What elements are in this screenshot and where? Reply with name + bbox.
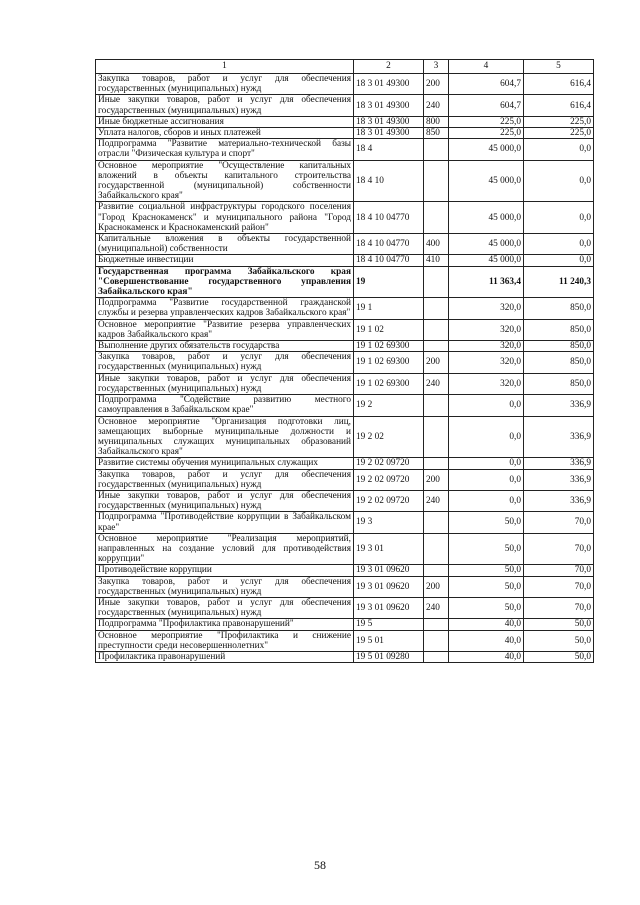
row-value-col4: 50,0 bbox=[449, 512, 524, 533]
row-vr bbox=[424, 651, 449, 662]
row-value-col5: 225,0 bbox=[524, 128, 594, 139]
table-row bbox=[96, 234, 594, 255]
row-name: Подпрограмма "Развитие государственной гражданской службы и резерва управленческих кадров Забайкальского края" bbox=[96, 298, 354, 319]
row-value-col4: 320,0 bbox=[449, 319, 524, 340]
row-value-col5: 336,9 bbox=[524, 416, 594, 458]
row-value-col4: 40,0 bbox=[449, 630, 524, 651]
table-row bbox=[96, 95, 594, 116]
row-value-col5: 225,0 bbox=[524, 116, 594, 127]
row-name: Основное мероприятие "Реализация мероприятий, направленных на создание условий для противодействия коррупции" bbox=[96, 533, 354, 565]
row-value-col4: 45 000,0 bbox=[449, 202, 524, 234]
row-code: 18 4 bbox=[354, 139, 424, 160]
row-name: Развитие социальной инфраструктуры городского поселения "Город Краснокаменск" и муниципального района "Город Краснокаменск и Краснокаменский район" bbox=[96, 202, 354, 234]
page-number: 58 bbox=[314, 858, 326, 872]
row-vr: 200 bbox=[424, 469, 449, 490]
row-code: 19 5 01 09280 bbox=[354, 651, 424, 662]
row-value-col4: 604,7 bbox=[449, 74, 524, 95]
row-vr bbox=[424, 416, 449, 458]
header-col-4: 4 bbox=[449, 60, 524, 74]
row-value-col4: 45 000,0 bbox=[449, 234, 524, 255]
row-name: Закупка товаров, работ и услуг для обеспечения государственных (муниципальных) нужд bbox=[96, 576, 354, 597]
table-row bbox=[96, 341, 594, 352]
row-value-col5: 70,0 bbox=[524, 565, 594, 576]
row-code: 19 3 01 09620 bbox=[354, 597, 424, 618]
row-code: 19 2 bbox=[354, 395, 424, 416]
row-name: Государственная программа Забайкальского края "Совершенствование государственного управления Забайкальского края" bbox=[96, 266, 354, 298]
row-value-col5: 0,0 bbox=[524, 160, 594, 202]
row-name: Подпрограмма "Профилактика правонарушений" bbox=[96, 619, 354, 630]
row-code: 18 4 10 04770 bbox=[354, 202, 424, 234]
row-name: Иные закупки товаров, работ и услуг для обеспечения государственных (муниципальных) нужд bbox=[96, 373, 354, 394]
row-name: Иные закупки товаров, работ и услуг для обеспечения государственных (муниципальных) нужд bbox=[96, 490, 354, 511]
row-value-col4: 45 000,0 bbox=[449, 139, 524, 160]
table-row bbox=[96, 512, 594, 533]
header-col-1: 1 bbox=[96, 60, 354, 74]
row-value-col4: 320,0 bbox=[449, 298, 524, 319]
row-name: Иные закупки товаров, работ и услуг для обеспечения государственных (муниципальных) нужд bbox=[96, 597, 354, 618]
header-col-2: 2 bbox=[354, 60, 424, 74]
row-name: Основное мероприятие "Организация подготовки лиц, замещающих выборные муниципальные должности и муниципальных служащих муниципальных образований Забайкальского края" bbox=[96, 416, 354, 458]
table-row bbox=[96, 619, 594, 630]
header-col-3: 3 bbox=[424, 60, 449, 74]
row-vr bbox=[424, 395, 449, 416]
row-name: Подпрограмма "Содействие развитию местного самоуправления в Забайкальском крае" bbox=[96, 395, 354, 416]
table-row bbox=[96, 651, 594, 662]
row-value-col5: 50,0 bbox=[524, 619, 594, 630]
row-code: 18 3 01 49300 bbox=[354, 116, 424, 127]
row-value-col5: 0,0 bbox=[524, 202, 594, 234]
row-code: 19 3 01 bbox=[354, 533, 424, 565]
row-value-col4: 0,0 bbox=[449, 395, 524, 416]
row-name: Развитие системы обучения муниципальных служащих bbox=[96, 458, 354, 469]
row-value-col5: 70,0 bbox=[524, 576, 594, 597]
row-vr: 240 bbox=[424, 95, 449, 116]
row-value-col4: 11 363,4 bbox=[449, 266, 524, 298]
row-name: Закупка товаров, работ и услуг для обеспечения государственных (муниципальных) нужд bbox=[96, 469, 354, 490]
row-vr bbox=[424, 160, 449, 202]
row-value-col4: 45 000,0 bbox=[449, 255, 524, 266]
row-vr bbox=[424, 298, 449, 319]
row-code: 19 1 02 69300 bbox=[354, 341, 424, 352]
table-row bbox=[96, 255, 594, 266]
row-value-col4: 0,0 bbox=[449, 458, 524, 469]
row-name: Закупка товаров, работ и услуг для обеспечения государственных (муниципальных) нужд bbox=[96, 74, 354, 95]
budget-table bbox=[95, 59, 594, 663]
row-vr bbox=[424, 630, 449, 651]
row-vr: 400 bbox=[424, 234, 449, 255]
table-row bbox=[96, 373, 594, 394]
table-row bbox=[96, 139, 594, 160]
row-name: Профилактика правонарушений bbox=[96, 651, 354, 662]
row-value-col5: 616,4 bbox=[524, 74, 594, 95]
row-code: 18 4 10 bbox=[354, 160, 424, 202]
row-vr: 200 bbox=[424, 74, 449, 95]
table-row bbox=[96, 202, 594, 234]
row-value-col4: 50,0 bbox=[449, 597, 524, 618]
row-value-col5: 336,9 bbox=[524, 458, 594, 469]
row-vr bbox=[424, 319, 449, 340]
row-value-col5: 850,0 bbox=[524, 373, 594, 394]
row-code: 18 3 01 49300 bbox=[354, 74, 424, 95]
row-name: Основное мероприятие "Осуществление капитальных вложений в объекты капитального строительства государственной (муниципальной) собственности Забайкальского края" bbox=[96, 160, 354, 202]
row-value-col5: 616,4 bbox=[524, 95, 594, 116]
table-row bbox=[96, 630, 594, 651]
row-code: 18 4 10 04770 bbox=[354, 255, 424, 266]
row-value-col4: 225,0 bbox=[449, 128, 524, 139]
row-vr: 200 bbox=[424, 352, 449, 373]
row-name: Основное мероприятие "Развитие резерва управленческих кадров Забайкальского края" bbox=[96, 319, 354, 340]
row-value-col5: 0,0 bbox=[524, 255, 594, 266]
row-code: 19 5 bbox=[354, 619, 424, 630]
row-value-col5: 50,0 bbox=[524, 630, 594, 651]
row-name: Иные закупки товаров, работ и услуг для обеспечения государственных (муниципальных) нужд bbox=[96, 95, 354, 116]
row-vr bbox=[424, 202, 449, 234]
row-code: 18 3 01 49300 bbox=[354, 128, 424, 139]
row-name: Подпрограмма "Противодействие коррупции в Забайкальском крае" bbox=[96, 512, 354, 533]
table-row bbox=[96, 597, 594, 618]
row-code: 19 1 bbox=[354, 298, 424, 319]
row-name: Противодействие коррупции bbox=[96, 565, 354, 576]
row-code: 19 3 bbox=[354, 512, 424, 533]
row-vr bbox=[424, 266, 449, 298]
row-value-col5: 70,0 bbox=[524, 533, 594, 565]
row-value-col4: 320,0 bbox=[449, 341, 524, 352]
table-header-row bbox=[96, 60, 594, 74]
row-vr: 850 bbox=[424, 128, 449, 139]
table-row bbox=[96, 395, 594, 416]
row-code: 19 3 01 09620 bbox=[354, 565, 424, 576]
row-value-col5: 336,9 bbox=[524, 469, 594, 490]
row-name: Капитальные вложения в объекты государственной (муниципальной) собственности bbox=[96, 234, 354, 255]
row-value-col5: 850,0 bbox=[524, 341, 594, 352]
row-code: 18 4 10 04770 bbox=[354, 234, 424, 255]
row-code: 19 bbox=[354, 266, 424, 298]
row-vr: 800 bbox=[424, 116, 449, 127]
row-value-col4: 0,0 bbox=[449, 469, 524, 490]
row-value-col4: 320,0 bbox=[449, 352, 524, 373]
row-vr bbox=[424, 512, 449, 533]
row-value-col5: 336,9 bbox=[524, 490, 594, 511]
table-row bbox=[96, 160, 594, 202]
row-value-col4: 50,0 bbox=[449, 533, 524, 565]
table-row bbox=[96, 533, 594, 565]
row-name: Подпрограмма "Развитие материально-технической базы отрасли "Физическая культура и спорт" bbox=[96, 139, 354, 160]
table-row bbox=[96, 576, 594, 597]
row-code: 18 3 01 49300 bbox=[354, 95, 424, 116]
row-code: 19 1 02 bbox=[354, 319, 424, 340]
row-name: Иные бюджетные ассигнования bbox=[96, 116, 354, 127]
row-value-col4: 40,0 bbox=[449, 651, 524, 662]
row-vr: 240 bbox=[424, 597, 449, 618]
table-row bbox=[96, 565, 594, 576]
row-vr: 410 bbox=[424, 255, 449, 266]
row-vr bbox=[424, 139, 449, 160]
row-code: 19 3 01 09620 bbox=[354, 576, 424, 597]
row-name: Уплата налогов, сборов и иных платежей bbox=[96, 128, 354, 139]
row-value-col5: 0,0 bbox=[524, 234, 594, 255]
row-value-col4: 45 000,0 bbox=[449, 160, 524, 202]
row-value-col5: 850,0 bbox=[524, 352, 594, 373]
row-vr bbox=[424, 458, 449, 469]
row-value-col5: 11 240,3 bbox=[524, 266, 594, 298]
table-body bbox=[96, 74, 594, 663]
table-row bbox=[96, 469, 594, 490]
row-name: Закупка товаров, работ и услуг для обеспечения государственных (муниципальных) нужд bbox=[96, 352, 354, 373]
table-row bbox=[96, 458, 594, 469]
row-value-col4: 0,0 bbox=[449, 416, 524, 458]
row-name: Выполнение других обязательств государства bbox=[96, 341, 354, 352]
row-code: 19 1 02 69300 bbox=[354, 373, 424, 394]
table-row bbox=[96, 128, 594, 139]
table-row bbox=[96, 416, 594, 458]
row-value-col4: 320,0 bbox=[449, 373, 524, 394]
row-code: 19 2 02 09720 bbox=[354, 490, 424, 511]
row-vr bbox=[424, 619, 449, 630]
row-vr bbox=[424, 565, 449, 576]
table-row bbox=[96, 319, 594, 340]
row-value-col4: 604,7 bbox=[449, 95, 524, 116]
row-value-col5: 336,9 bbox=[524, 395, 594, 416]
row-vr bbox=[424, 341, 449, 352]
row-name: Основное мероприятие "Профилактика и снижение преступности среди несовершеннолетних" bbox=[96, 630, 354, 651]
row-code: 19 2 02 09720 bbox=[354, 458, 424, 469]
row-value-col5: 850,0 bbox=[524, 298, 594, 319]
row-value-col5: 0,0 bbox=[524, 139, 594, 160]
row-code: 19 1 02 69300 bbox=[354, 352, 424, 373]
row-code: 19 2 02 09720 bbox=[354, 469, 424, 490]
table-row bbox=[96, 490, 594, 511]
row-vr: 240 bbox=[424, 490, 449, 511]
row-value-col4: 40,0 bbox=[449, 619, 524, 630]
row-code: 19 2 02 bbox=[354, 416, 424, 458]
table-row bbox=[96, 116, 594, 127]
row-value-col4: 225,0 bbox=[449, 116, 524, 127]
header-col-5: 5 bbox=[524, 60, 594, 74]
row-value-col4: 0,0 bbox=[449, 490, 524, 511]
row-value-col4: 50,0 bbox=[449, 576, 524, 597]
table-row bbox=[96, 298, 594, 319]
row-value-col4: 50,0 bbox=[449, 565, 524, 576]
row-value-col5: 70,0 bbox=[524, 512, 594, 533]
table-row bbox=[96, 74, 594, 95]
row-code: 19 5 01 bbox=[354, 630, 424, 651]
row-value-col5: 50,0 bbox=[524, 651, 594, 662]
row-vr: 240 bbox=[424, 373, 449, 394]
table-row bbox=[96, 266, 594, 298]
row-value-col5: 850,0 bbox=[524, 319, 594, 340]
row-vr bbox=[424, 533, 449, 565]
row-name: Бюджетные инвестиции bbox=[96, 255, 354, 266]
table-row bbox=[96, 352, 594, 373]
row-vr: 200 bbox=[424, 576, 449, 597]
row-value-col5: 70,0 bbox=[524, 597, 594, 618]
